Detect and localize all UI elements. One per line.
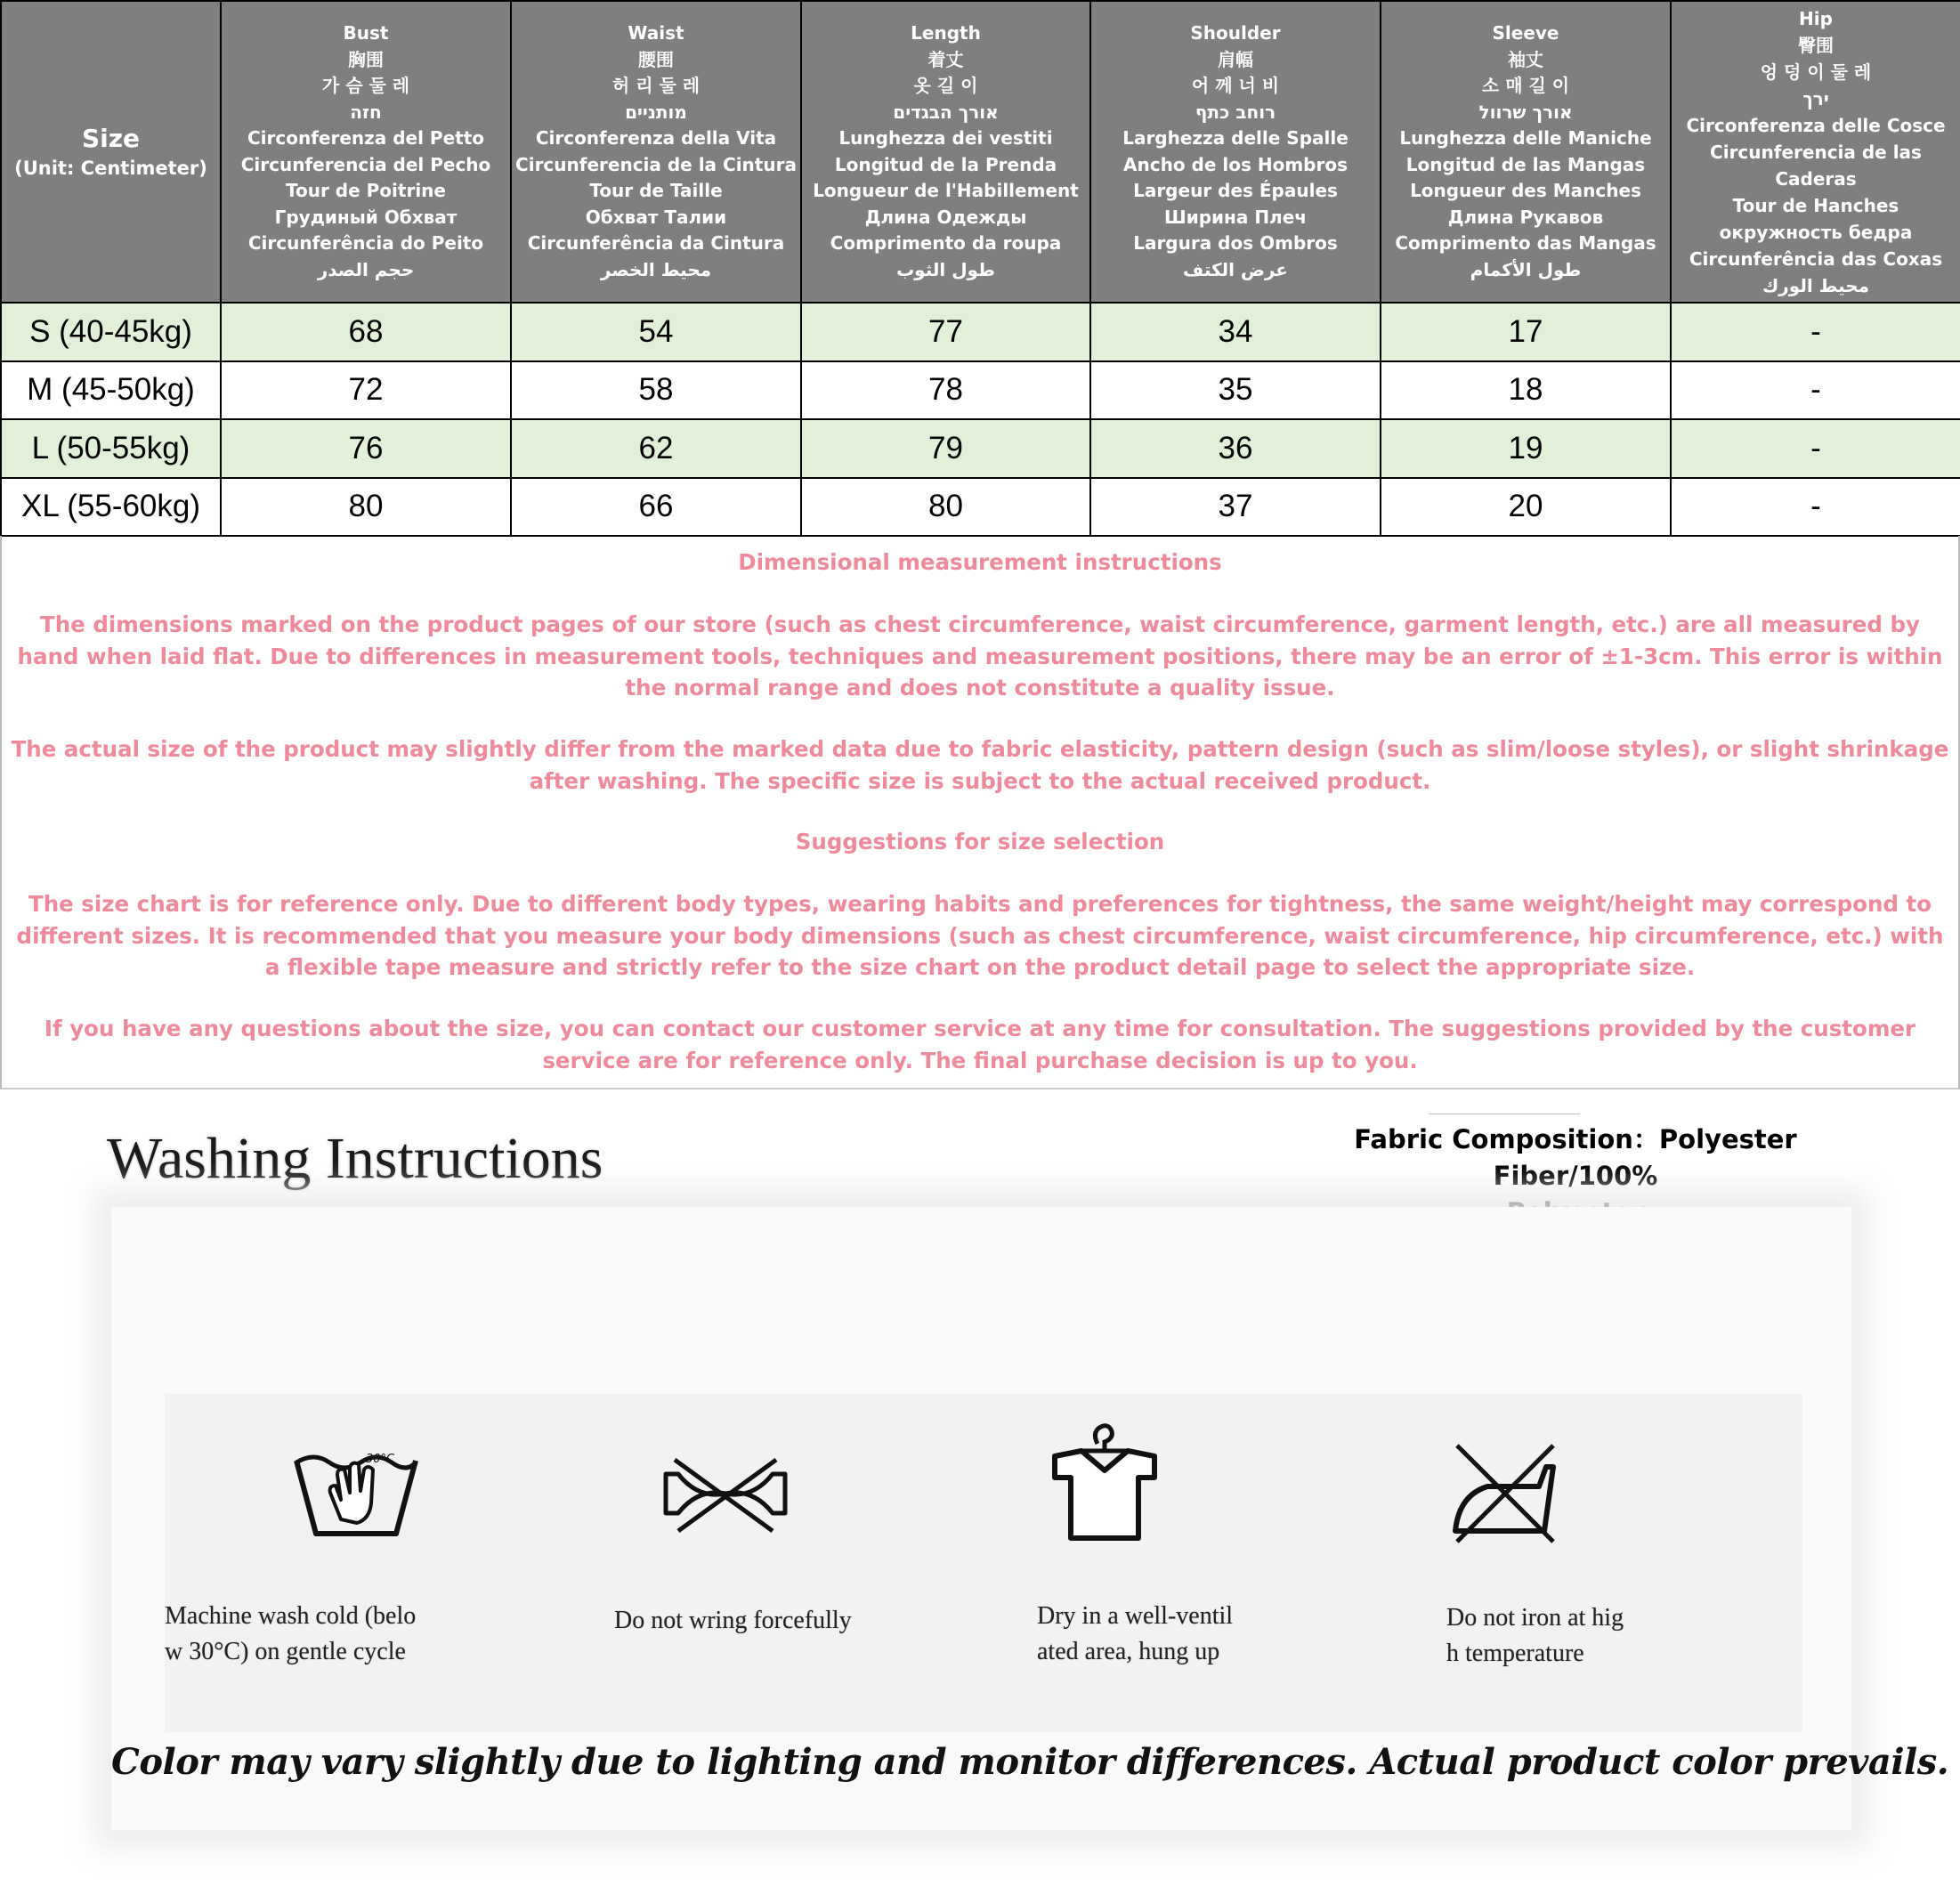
- shoulder-cell: 36: [1090, 419, 1381, 478]
- waist-cell: 58: [511, 361, 801, 420]
- table-row: [1, 361, 1960, 420]
- shoulder-header-line: Ancho de los Hombros: [1123, 153, 1348, 175]
- care-label-machine-wash-line-1: Machine wash cold (belo: [165, 1602, 417, 1630]
- size-suggestions-title: Suggestions for size selection: [795, 829, 1165, 854]
- waist-header-line: 腰围: [638, 48, 674, 70]
- hip-cell: -: [1671, 478, 1960, 537]
- fabric-composition-line-1: Fabric Composition：Polyester Fiber/100%: [1354, 1124, 1797, 1191]
- length-header-line: Длина Одежды: [864, 206, 1027, 228]
- length-header-line: Comprimento da roupa: [830, 232, 1062, 254]
- hip-header-line: 엉 덩 이 둘 레: [1760, 61, 1872, 83]
- table-header-row: [1, 1, 1960, 303]
- do-not-iron-icon: [1446, 1438, 1571, 1545]
- length-header-line: طول الثوب: [896, 258, 995, 280]
- waist-cell: 66: [511, 478, 801, 537]
- machine-wash-30-icon: [289, 1434, 423, 1541]
- table-row: [1, 303, 1960, 361]
- length-header-line: Lunghezza dei vestiti: [838, 127, 1053, 149]
- size-header-unit: (Unit: Centimeter): [14, 157, 207, 179]
- sleeve-cell: 18: [1381, 361, 1671, 420]
- hip-column-header: [1671, 1, 1960, 303]
- table-row: [1, 419, 1960, 478]
- waist-header-line: Circunferência da Cintura: [527, 232, 785, 254]
- shoulder-header-line: Shoulder: [1190, 22, 1281, 44]
- bust-header-line: حجم الصدر: [317, 258, 415, 280]
- shoulder-header-line: 어 께 너 비: [1191, 75, 1280, 96]
- sleeve-header-line: אורך שרוול: [1478, 101, 1573, 123]
- bust-header-line: Circonferenza del Petto: [247, 127, 485, 149]
- hip-header-line: Caderas: [1775, 167, 1857, 190]
- bust-cell: 68: [221, 303, 511, 361]
- size-header-title: Size: [81, 123, 141, 153]
- shoulder-column-header: [1090, 1, 1381, 303]
- hip-header-line: ירך: [1802, 87, 1829, 109]
- waist-header-line: محيط الخصر: [600, 258, 712, 280]
- size-chart-table: [0, 0, 1960, 537]
- waist-cell: 54: [511, 303, 801, 361]
- care-label-do-not-iron-line-1: Do not iron at hig: [1446, 1604, 1624, 1632]
- sleeve-header-line: Lunghezza delle Maniche: [1399, 127, 1652, 149]
- waist-cell: 62: [511, 419, 801, 478]
- sleeve-header-line: طول الأكمام: [1470, 258, 1582, 280]
- hip-header-line: Circunferência das Coxas: [1689, 247, 1943, 270]
- color-disclaimer: Color may vary slightly due to lighting and monitor differences. Actual product color prevails.: [111, 1741, 1949, 1783]
- hang-dry-icon: [1046, 1421, 1162, 1545]
- hip-header-line: محيط الورك: [1762, 274, 1870, 296]
- sleeve-cell: 17: [1381, 303, 1671, 361]
- care-label-do-not-wring: Do not wring forcefully: [614, 1607, 852, 1634]
- size-cell: L (50-55kg): [1, 419, 221, 478]
- waist-column-header: [511, 1, 801, 303]
- bust-header-line: 가 슴 둘 레: [321, 75, 410, 96]
- sleeve-header-line: Длина Рукавов: [1447, 206, 1604, 228]
- length-header-line: 옷 길 이: [913, 75, 978, 96]
- sleeve-header-line: Longueur des Manches: [1410, 180, 1641, 201]
- washing-instructions-section: [0, 1089, 1960, 1887]
- length-header-line: 着丈: [927, 48, 964, 70]
- bust-cell: 76: [221, 419, 511, 478]
- measurement-paragraph-2: The actual size of the product may slightly differ from the marked data due to fabric elasticity, pattern design (such as slim/loose styles), or slight shrinkage after washing. The specific size is subject to the actual received product.: [11, 736, 1949, 794]
- bust-header-line: Грудиный Обхват: [274, 206, 458, 228]
- shoulder-header-line: عرض الكتف: [1183, 258, 1288, 280]
- waist-header-line: 허 리 둘 레: [611, 75, 701, 96]
- bust-header-line: Bust: [343, 22, 389, 44]
- length-header-line: אורך הבגדים: [893, 101, 999, 123]
- hip-header-line: окружность бедра: [1719, 221, 1913, 243]
- shoulder-cell: 35: [1090, 361, 1381, 420]
- care-item-hang-dry: [1019, 1394, 1393, 1732]
- waist-header-line: Circunferencia de la Cintura: [515, 153, 797, 175]
- sleeve-header-line: 袖丈: [1508, 48, 1543, 70]
- wash-temperature-text: 30°C: [366, 1453, 395, 1466]
- sleeve-column-header: [1381, 1, 1671, 303]
- shoulder-header-line: Larghezza delle Spalle: [1122, 127, 1349, 149]
- care-icons-row: [165, 1394, 1802, 1732]
- size-instructions: [0, 536, 1960, 1089]
- care-item-do-not-wring: [592, 1394, 966, 1732]
- sleeve-header-line: Sleeve: [1492, 22, 1559, 44]
- shoulder-header-line: Largeur des Épaules: [1133, 180, 1338, 201]
- size-cell: XL (55-60kg): [1, 478, 221, 537]
- waist-header-line: Circonferenza della Vita: [535, 127, 777, 149]
- waist-header-line: מותניים: [625, 101, 687, 123]
- waist-header-line: Tour de Taille: [589, 180, 723, 201]
- size-cell: S (40-45kg): [1, 303, 221, 361]
- shoulder-header-line: רוחב כתף: [1195, 101, 1276, 123]
- length-header-line: Length: [911, 22, 981, 44]
- care-label-machine-wash-line-2: w 30°C) on gentle cycle: [165, 1638, 406, 1665]
- sleeve-header-line: Longitud de las Mangas: [1405, 153, 1646, 175]
- hip-header-line: Circonferenza delle Cosce: [1686, 114, 1946, 136]
- hip-cell: -: [1671, 419, 1960, 478]
- bust-header-line: Tour de Poitrine: [286, 180, 446, 201]
- size-cell: M (45-50kg): [1, 361, 221, 420]
- suggestion-paragraph-2: If you have any questions about the size, you can contact our customer service at any time for consultation. The suggestions provided by the customer service are for reference only. The final purchase decision is up to you.: [44, 1016, 1916, 1073]
- size-column-header: [1, 1, 221, 303]
- bust-header-line: Circunferencia del Pecho: [240, 153, 491, 175]
- length-cell: 77: [801, 303, 1090, 361]
- bust-header-line: חזה: [350, 101, 382, 123]
- hip-cell: -: [1671, 361, 1960, 420]
- care-item-do-not-iron: [1446, 1394, 1802, 1732]
- length-column-header: [801, 1, 1090, 303]
- suggestion-paragraph-1: The size chart is for reference only. Due to different body types, wearing habits and preferences for tightness, the same weight/height may correspond to different sizes. It is recommended that you measure your body dimensions (such as chest circumference, waist circumference, hip circumference, etc.) with a flexible tape measure and strictly refer to the size chart on the product detail page to select the appropriate size.: [16, 891, 1944, 980]
- hip-cell: -: [1671, 303, 1960, 361]
- length-header-line: Longueur de l'Habillement: [813, 180, 1079, 201]
- care-item-machine-wash: [165, 1394, 539, 1732]
- table-row: [1, 478, 1960, 537]
- length-cell: 79: [801, 419, 1090, 478]
- length-cell: 80: [801, 478, 1090, 537]
- sleeve-header-line: 소 매 길 이: [1481, 75, 1570, 96]
- length-header-line: Longitud de la Prenda: [834, 153, 1057, 175]
- bust-header-line: 胸围: [348, 48, 384, 70]
- shoulder-header-line: 肩幅: [1218, 48, 1253, 70]
- length-cell: 78: [801, 361, 1090, 420]
- waist-header-line: Обхват Талии: [585, 206, 727, 228]
- hip-header-line: Circunferencia de las: [1710, 141, 1922, 163]
- measurement-instructions-title: Dimensional measurement instructions: [738, 549, 1222, 575]
- bust-cell: 72: [221, 361, 511, 420]
- hip-header-line: 臀围: [1798, 34, 1834, 56]
- sleeve-header-line: Comprimento das Mangas: [1395, 232, 1656, 254]
- shoulder-header-line: Largura dos Ombros: [1133, 232, 1338, 254]
- bust-cell: 80: [221, 478, 511, 537]
- bust-column-header: [221, 1, 511, 303]
- hip-header-line: Hip: [1799, 7, 1833, 29]
- washing-instructions-title: Washing Instructions: [107, 1126, 603, 1191]
- hip-header-line: Tour de Hanches: [1732, 194, 1899, 216]
- shoulder-cell: 37: [1090, 478, 1381, 537]
- bust-header-line: Circunferência do Peito: [247, 232, 484, 254]
- waist-header-line: Waist: [628, 22, 684, 44]
- shoulder-cell: 34: [1090, 303, 1381, 361]
- sleeve-cell: 20: [1381, 478, 1671, 537]
- care-label-hang-dry-line-2: ated area, hung up: [1037, 1638, 1220, 1665]
- care-label-do-not-iron-line-2: h temperature: [1446, 1640, 1584, 1667]
- measurement-paragraph-1: The dimensions marked on the product pages of our store (such as chest circumference, waist circumference, garment length, etc.) are all measured by hand when laid flat. Due to differences in measurement tools, techniques and measurement positions, there may be an error of ±1-3cm. This error is within the normal range and does not constitute a quality issue.: [17, 611, 1943, 701]
- care-label-hang-dry-line-1: Dry in a well-ventil: [1037, 1602, 1234, 1630]
- do-not-wring-icon: [659, 1456, 792, 1536]
- care-instructions-panel: [111, 1207, 1949, 1830]
- shoulder-header-line: Ширина Плеч: [1163, 206, 1307, 228]
- sleeve-cell: 19: [1381, 419, 1671, 478]
